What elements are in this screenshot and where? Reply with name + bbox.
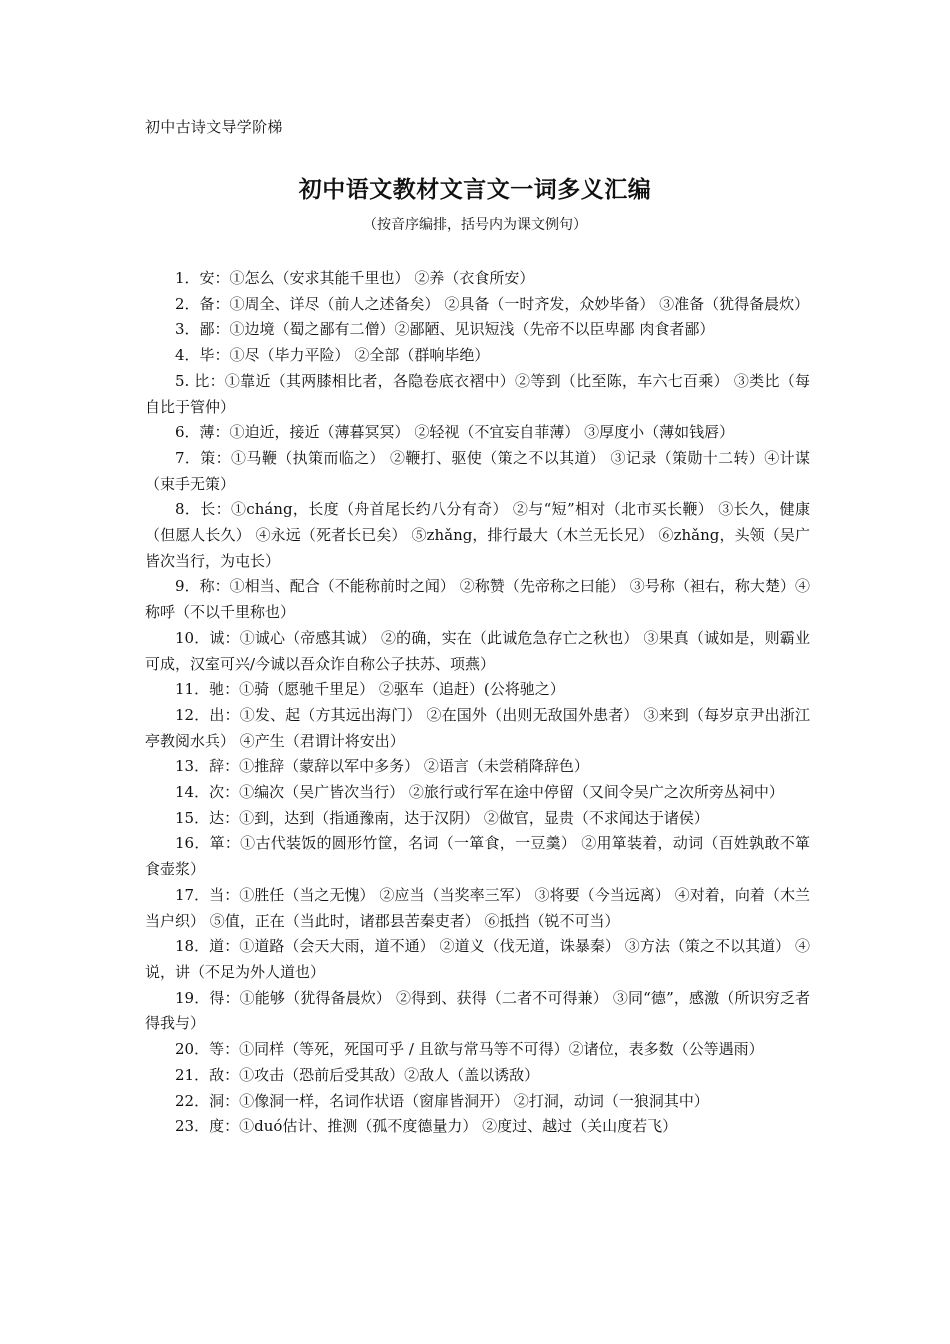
- entry-chi: 11．驰：①骑（愿驰千里足） ②驱车（追赶）(公将驰之）: [175, 680, 565, 699]
- entry-cheng-call: 9．称：①相当、配合（不能称前时之闻） ②称赞（先帝称之曰能） ③号称（袒右，称大楚）④称呼（不以千里称也）: [145, 577, 810, 622]
- entry-deng: 20．等：①同样（等死，死国可乎 / 且欲与常马等不可得）②诸位，表多数（公等遇雨）: [175, 1040, 764, 1059]
- entry-chang: 8．长：①cháng，长度（舟首尾长约八分有奇） ②与“短”相对（北市买长鞭） ③长久，健康（但愿人长久） ④永远（死者长已矣） ⑤zhǎng，排行最大（木兰无长兄） ⑥zhǎng，头领（吴广皆次当行，为屯长）: [145, 500, 810, 570]
- entry-bi-compare: 5. 比：①靠近（其两膝相比者，各隐卷底衣褶中）②等到（比至陈，车六七百乘） ③类比（每自比于管仲）: [145, 371, 810, 416]
- entry-ci-order: 14．次：①编次（吴广皆次当行） ②旅行或行军在途中停留（又间令吴广之次所旁丛祠中）: [175, 783, 784, 802]
- entry-dong: 22．洞：①像洞一样，名词作状语（窗扉皆洞开） ②打洞，动词（一狼洞其中）: [175, 1091, 709, 1110]
- entry-ci-word: 13．辞：①推辞（蒙辞以军中多务） ②语言（未尝稍降辞色）: [175, 757, 589, 776]
- running-header: 初中古诗文导学阶梯: [145, 118, 283, 136]
- entry-chu: 12．出：①发、起（方其远出海门） ②在国外（出则无敌国外患者） ③来到（每岁京尹出浙江亭教阅水兵） ④产生（君谓计将安出）: [145, 705, 810, 750]
- entry-cheng-sincere: 10．诚：①诚心（帝感其诚） ②的确，实在（此诚危急存亡之秋也） ③果真（诚如是，则霸业可成，汉室可兴/今诚以吾众诈自称公子扶苏、项燕）: [145, 628, 810, 673]
- entry-ce: 7．策：①马鞭（执策而临之） ②鞭打、驱使（策之不以其道） ③记录（策勋十二转）④计谋（束手无策）: [145, 448, 810, 493]
- entry-dan: 16．箪：①古代装饭的圆形竹筐，名词（一箪食，一豆羹） ②用箪装着，动词（百姓孰敢不箪食壶浆）: [145, 834, 810, 879]
- entry-bi-finish: 4．毕：①尽（毕力平险） ②全部（群响毕绝）: [175, 346, 490, 365]
- entry-bi-vulgar: 3．鄙：①边境（蜀之鄙有二僧）②鄙陋、见识短浅（先帝不以臣卑鄙 肉食者鄙）: [175, 320, 715, 339]
- entry-du: 23．度：①duó估计、推测（孤不度德量力） ②度过、越过（关山度若飞）: [175, 1117, 678, 1136]
- entry-dang: 17．当：①胜任（当之无愧） ②应当（当奖率三军） ③将要（今当远离） ④对着，向着（木兰当户织） ⑤值，正在（当此时，诸郡县苦秦吏者） ⑥抵挡（锐不可当）: [145, 885, 810, 930]
- entry-an: 1．安：①怎么（安求其能千里也） ②养（衣食所安）: [175, 269, 535, 287]
- document-title: 初中语文教材文言文一词多义汇编: [298, 177, 652, 203]
- entry-de: 19．得：①能够（犹得备晨炊） ②得到、获得（二者不可得兼） ③同“德”，感激（所识穷乏者得我与）: [145, 988, 810, 1033]
- entry-di: 21．敌：①攻击（恐前后受其敌）②敌人（盖以诱敌）: [175, 1065, 540, 1084]
- entry-list: [145, 266, 810, 1140]
- document-subtitle: （按音序编排，括号内为课文例句）: [363, 217, 587, 233]
- entry-da: 15．达：①到，达到（指通豫南，达于汉阴） ②做官，显贵（不求闻达于诸侯）: [175, 808, 709, 827]
- entry-bo: 6．薄：①迫近，接近（薄暮冥冥） ②轻视（不宜妄自菲薄） ③厚度小（薄如钱唇）: [175, 423, 735, 442]
- entry-bei: 2．备：①周全、详尽（前人之述备矣） ②具备（一时齐发，众妙毕备） ③准备（犹得备晨炊）: [175, 294, 810, 313]
- entry-dao: 18．道：①道路（会天大雨，道不通） ②道义（伐无道，诛暴秦） ③方法（策之不以其道） ④说，讲（不足为外人道也）: [145, 937, 810, 981]
